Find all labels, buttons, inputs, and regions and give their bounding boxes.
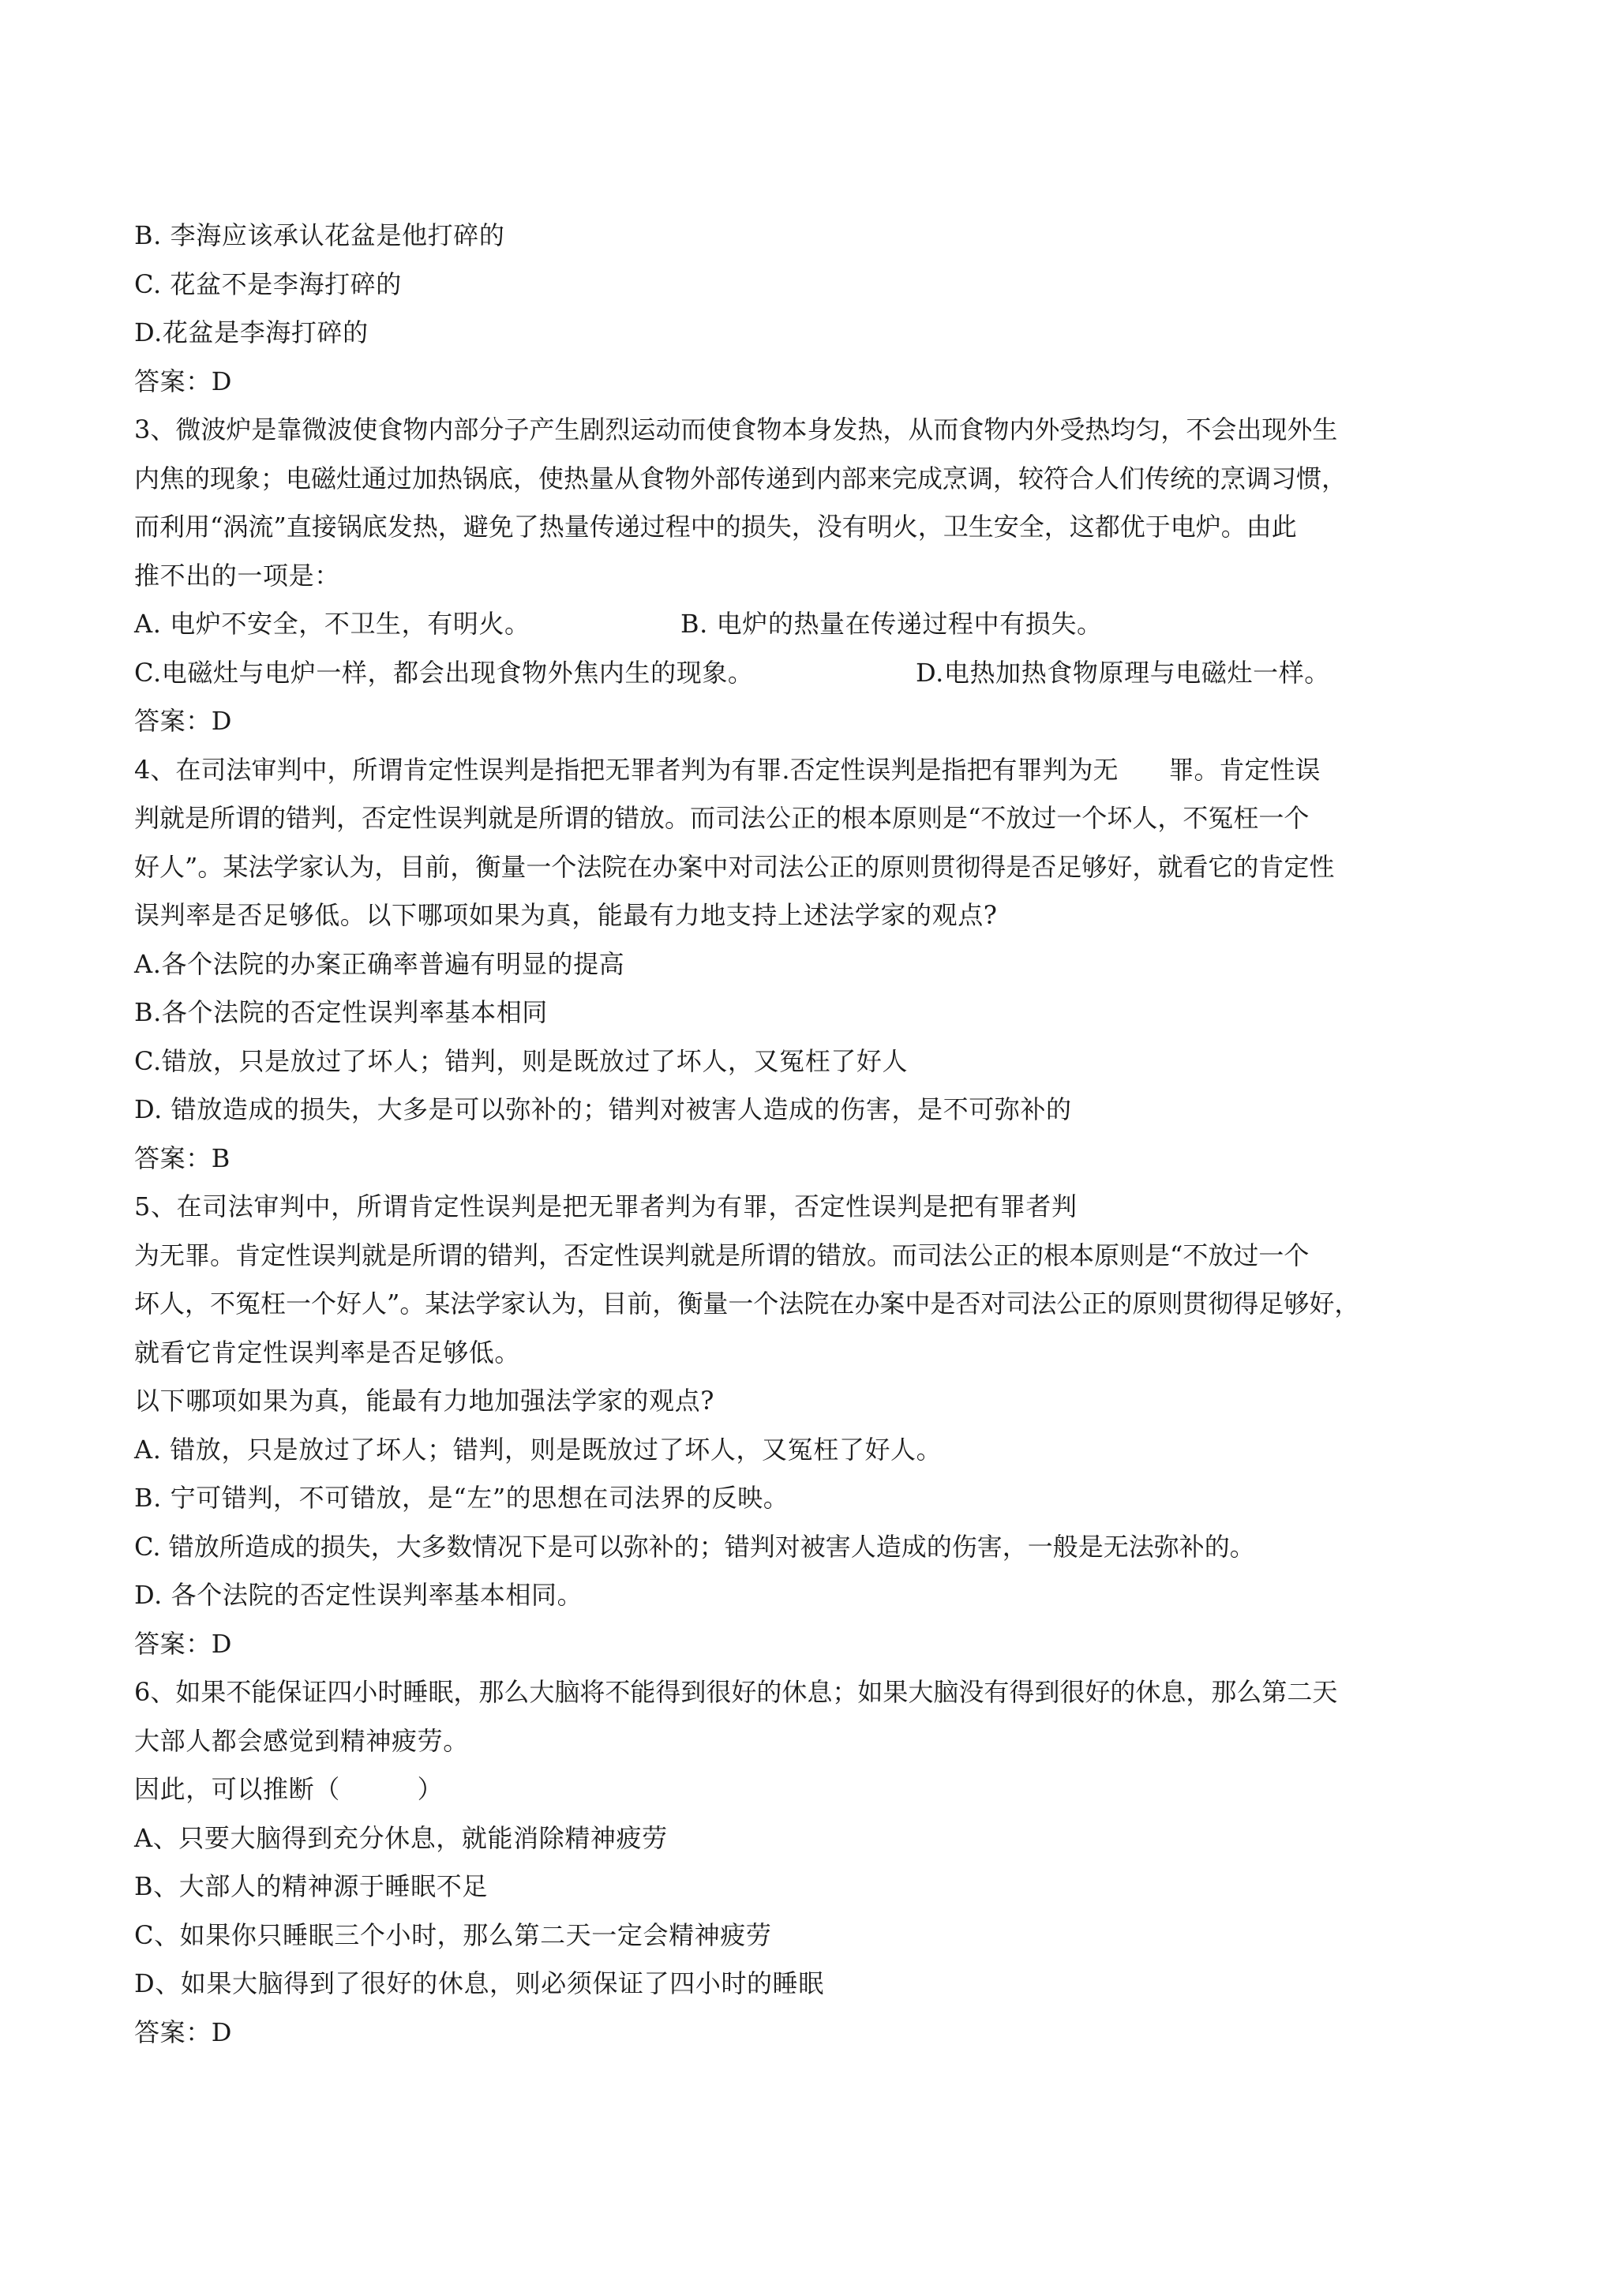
q4-option-c: C.错放，只是放过了坏人；错判，则是既放过了坏人，又冤枉了好人 [134, 1045, 909, 1076]
q6-stem-line: 因此，可以推断（ ） [134, 1774, 444, 1804]
q6-option-d: D、如果大脑得到了很好的休息，则必须保证了四小时的睡眠 [134, 1968, 824, 1998]
q2-option-b: B. 李海应该承认花盆是他打碎的 [134, 220, 505, 250]
q5-option-a: A. 错放，只是放过了坏人；错判，则是既放过了坏人，又冤枉了好人。 [134, 1434, 943, 1465]
q5-option-c: C. 错放所造成的损失，大多数情况下是可以弥补的；错判对被害人造成的伤害，一般是无法弥补的。 [134, 1531, 1255, 1562]
q5-option-b: B. 宁可错判，不可错放，是“左”的思想在司法界的反映。 [134, 1483, 789, 1513]
q6-option-c: C、如果你只睡眠三个小时，那么第二天一定会精神疲劳 [134, 1919, 772, 1950]
q2-answer: 答案：D [134, 366, 233, 396]
q3-options-row-2 [134, 649, 1492, 698]
q5-stem-line: 5、在司法审判中，所谓肯定性误判是把无罪者判为有罪，否定性误判是把有罪者判 [134, 1191, 1078, 1221]
q3-answer: 答案：D [134, 706, 233, 736]
q6-option-a: A、只要大脑得到充分休息，就能消除精神疲劳 [134, 1822, 668, 1853]
q4-stem-line: 误判率是否足够低。以下哪项如果为真，能最有力地支持上述法学家的观点? [134, 900, 998, 930]
q5-option-d: D. 各个法院的否定性误判率基本相同。 [134, 1580, 583, 1610]
q6-answer: 答案：D [134, 2017, 233, 2047]
q5-answer: 答案：D [134, 1628, 233, 1659]
q3-option-d: D.电热加热食物原理与电磁灶一样。 [916, 657, 1330, 688]
q4-stem-line: 好人”。某法学家认为，目前，衡量一个法院在办案中对司法公正的原则贯彻得是否足够好，就看它的肯定性 [134, 851, 1335, 882]
q3-stem-line: 推不出的一项是： [134, 560, 340, 591]
q2-option-d: D.花盆是李海打碎的 [134, 317, 369, 347]
q5-stem-line: 坏人，不冤枉一个好人”。某法学家认为，目前，衡量一个法院在办案中是否对司法公正的原则贯彻得足够好， [134, 1289, 1360, 1319]
q4-stem-line: 4、在司法审判中，所谓肯定性误判是指把无罪者判为有罪.否定性误判是指把有罪判为无 罪。肯定性误 [134, 754, 1321, 785]
q4-option-d: D. 错放造成的损失，大多是可以弥补的；错判对被害人造成的伤害，是不可弥补的 [134, 1094, 1072, 1124]
q3-option-a: A. 电炉不安全，不卫生，有明火。 [134, 609, 530, 639]
q5-stem-line: 以下哪项如果为真，能最有力地加强法学家的观点? [134, 1386, 714, 1416]
q2-option-c: C. 花盆不是李海打碎的 [134, 268, 402, 299]
q3-option-b: B. 电炉的热量在传递过程中有损失。 [680, 609, 1103, 639]
q5-stem-line: 为无罪。肯定性误判就是所谓的错判，否定性误判就是所谓的错放。而司法公正的根本原则是“不放过一个 [134, 1240, 1310, 1270]
q5-stem-line: 就看它肯定性误判率是否足够低。 [134, 1337, 521, 1367]
q4-option-b: B.各个法院的否定性误判率基本相同 [134, 997, 548, 1027]
q4-option-a: A.各个法院的办案正确率普遍有明显的提高 [134, 948, 625, 979]
document-page [134, 212, 1492, 2057]
q4-stem-line: 判就是所谓的错判，否定性误判就是所谓的错放。而司法公正的根本原则是“不放过一个坏人，不冤枉一个 [134, 803, 1310, 833]
q6-stem-line: 大部人都会感觉到精神疲劳。 [134, 1725, 469, 1756]
q6-stem-line: 6、如果不能保证四小时睡眠，那么大脑将不能得到很好的休息；如果大脑没有得到很好的休息，那么第二天 [134, 1677, 1338, 1707]
q4-answer: 答案：B [134, 1142, 231, 1173]
q3-stem-line: 3、微波炉是靠微波使食物内部分子产生剧烈运动而使食物本身发热，从而食物内外受热均匀，不会出现外生 [134, 415, 1338, 445]
q3-option-c: C.电磁灶与电炉一样，都会出现食物外焦内生的现象。 [134, 657, 754, 688]
q6-option-b: B、大部人的精神源于睡眠不足 [134, 1871, 488, 1901]
q3-stem-line: 而利用“涡流”直接锅底发热，避免了热量传递过程中的损失，没有明火，卫生安全，这都优于电炉。由此 [134, 512, 1297, 542]
q3-options-row-1 [134, 600, 1492, 649]
q3-stem-line: 内焦的现象；电磁灶通过加热锅底，使热量从食物外部传递到内部来完成烹调，较符合人们传统的烹调习惯， [134, 463, 1348, 493]
